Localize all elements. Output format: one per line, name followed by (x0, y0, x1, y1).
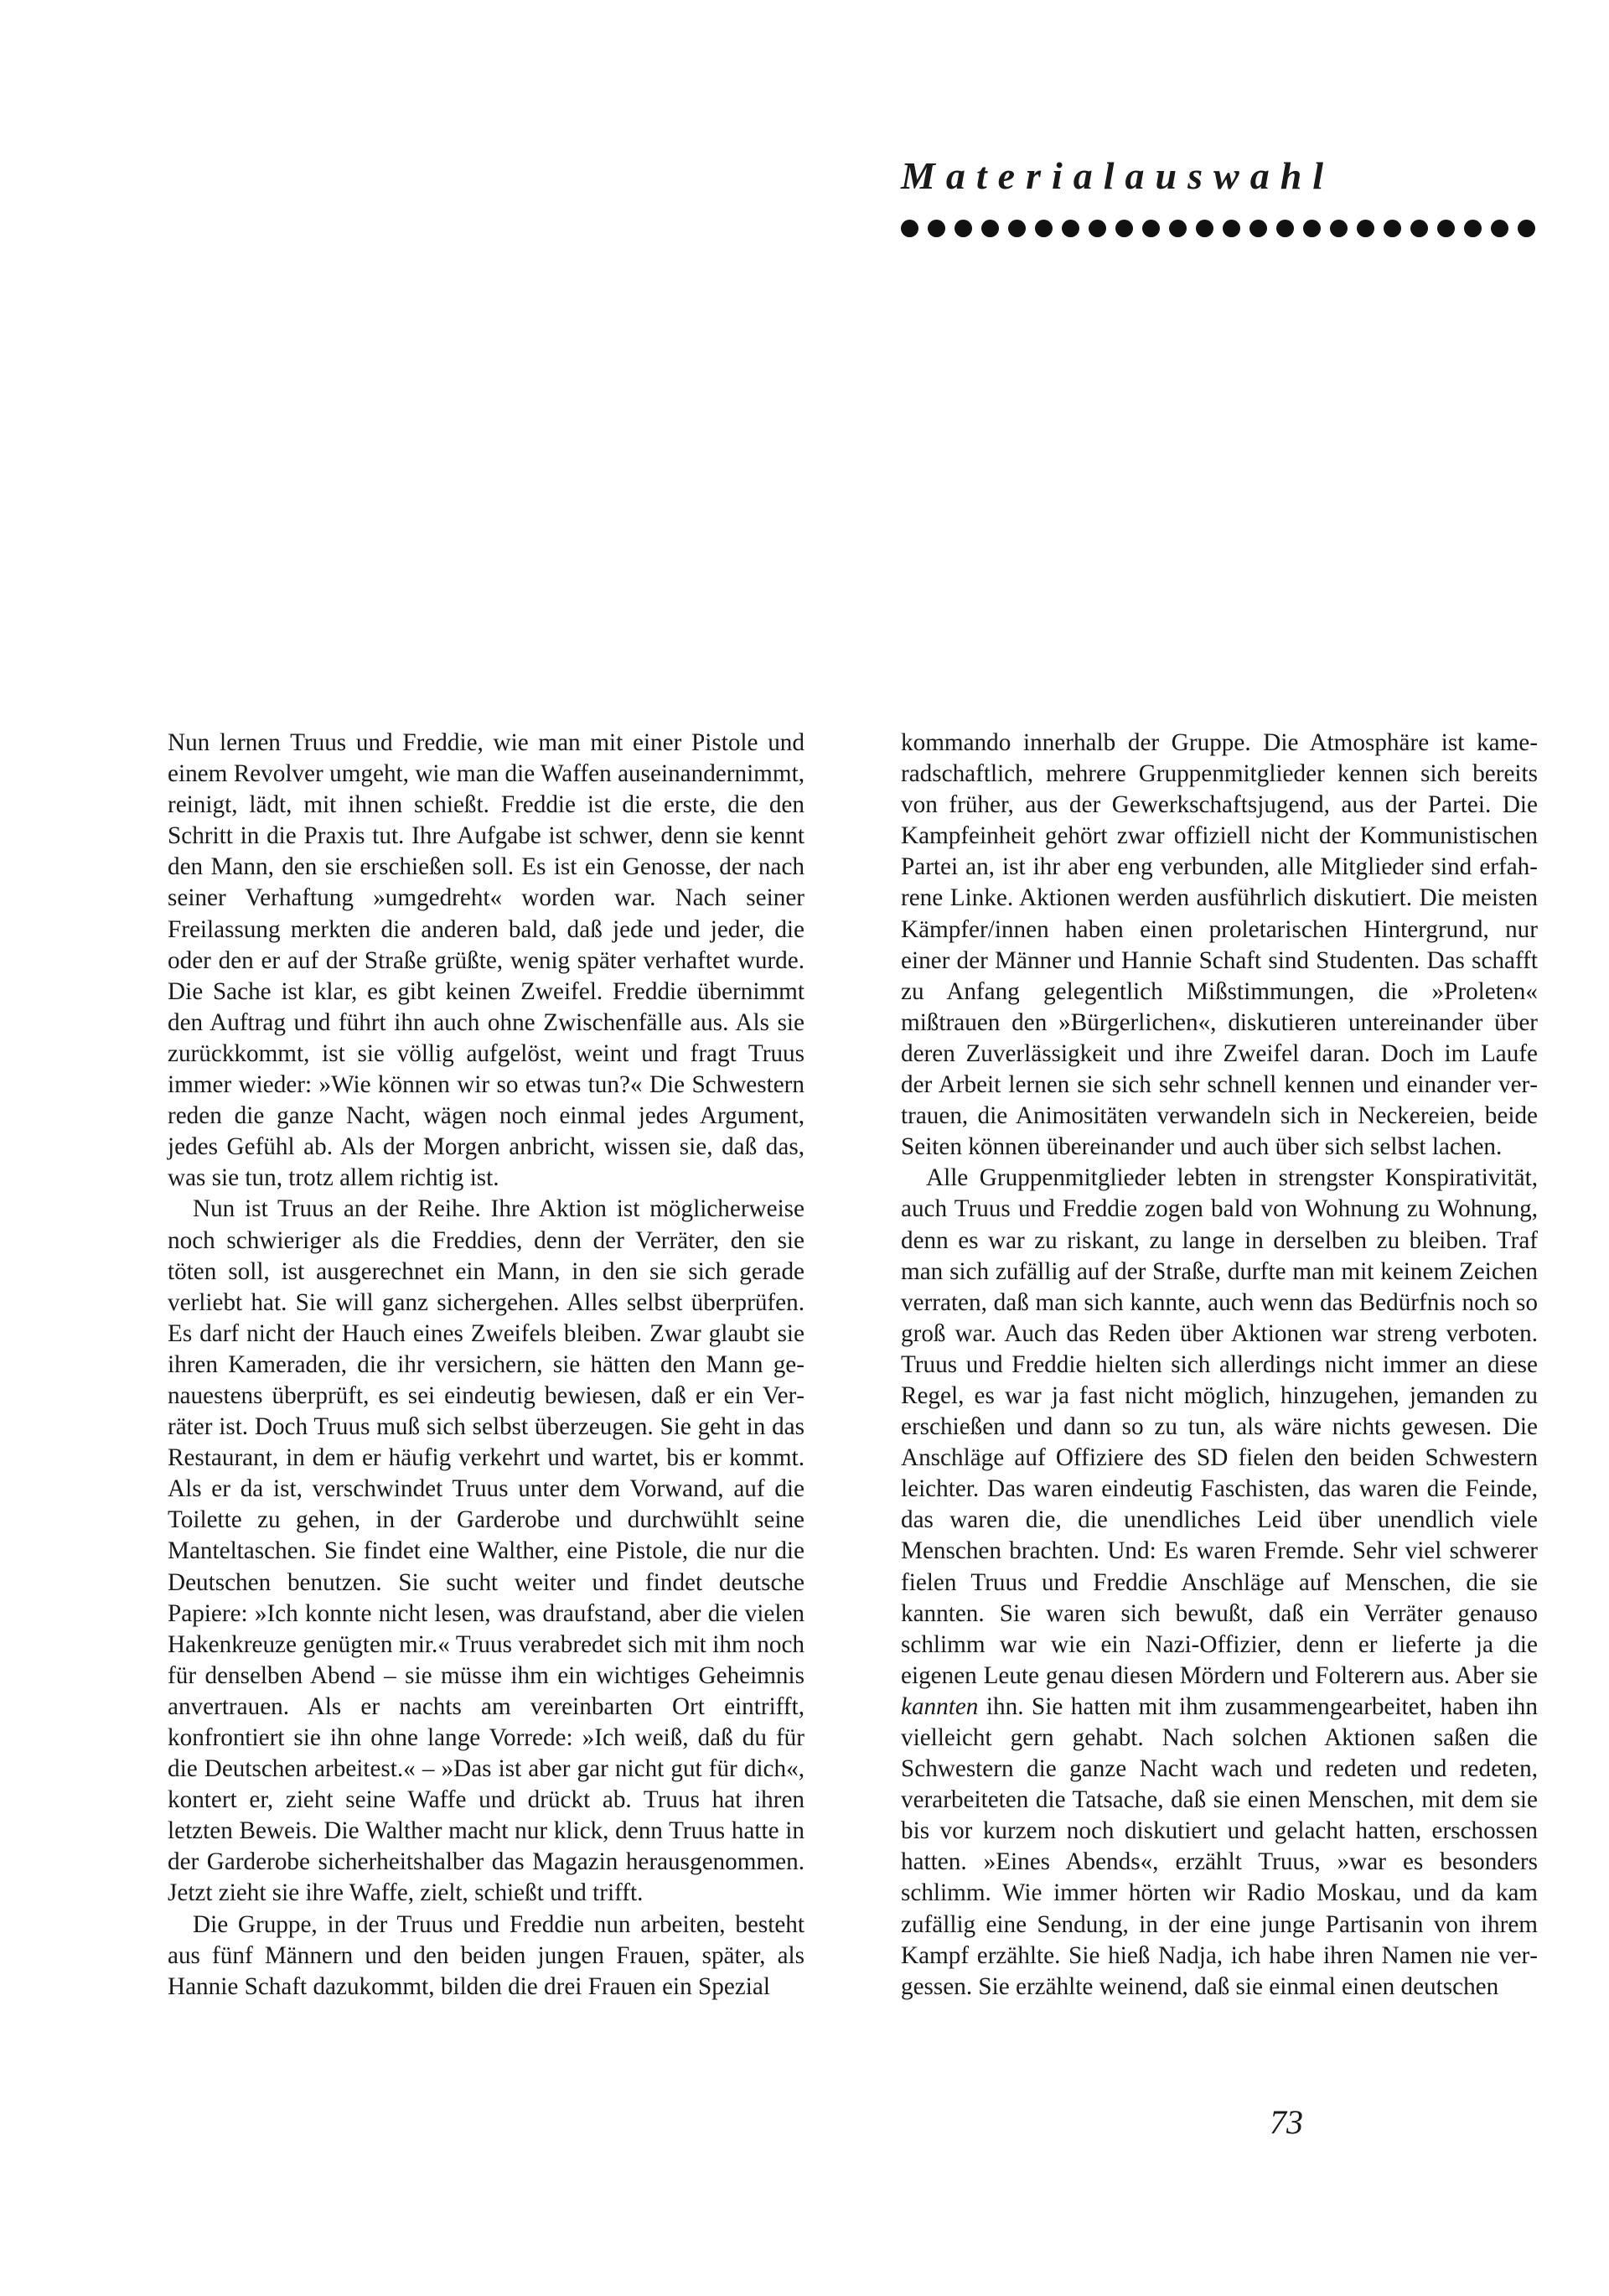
dot-icon (1223, 220, 1240, 237)
text-column-right (901, 728, 1538, 2003)
section-title: Materialauswahl (901, 154, 1335, 197)
paragraph (901, 1163, 1538, 2003)
dot-rule-divider (901, 220, 1538, 237)
dot-icon (1276, 220, 1294, 237)
emphasized-word: kannten (901, 1692, 979, 1720)
dot-icon (1464, 220, 1482, 237)
paragraph: Die Gruppe, in der Truus und Freddie nun arbeiten, besteht aus fünf Männern und den beiden jungen Frauen, später, als Hannie Schaft dazukommt, bilden die drei Frauen ein Spezial (168, 1910, 804, 2000)
dot-icon (981, 220, 999, 237)
paragraph-text: ihn. Sie hatten mit ihm zusammengearbeitet, haben ihn vielleicht gern gehabt. Nach solchen Aktionen saßen die Schwestern die ganze Nacht wach und redeten und redeten, verarbeiteten die Tatsache, daß sie einen Menschen, mit dem sie bis vor kurzem noch diskutiert und gelacht hatten, erschossen hatten. »Eines Abends«, erzählt Truus, »war es besonders schlimm. Wie immer hörten wir Radio Moskau, und da kam zufällig eine Sendung, in der eine junge Partisanin von ihrem Kampf erzählte. Sie hieß Nadja, ich habe ihren Namen nie vergessen. Sie erzählte weinend, daß sie einmal einen deutschen (901, 1692, 1538, 2000)
page-number: 73 (1270, 2103, 1303, 2141)
dot-icon (1035, 220, 1053, 237)
dot-icon (1330, 220, 1348, 237)
dot-icon (1410, 220, 1428, 237)
dot-icon (928, 220, 945, 237)
dot-icon (955, 220, 972, 237)
dot-icon (1303, 220, 1321, 237)
section-header (901, 151, 1538, 237)
dot-icon (1249, 220, 1267, 237)
text-column-left (168, 728, 804, 2003)
dot-icon (1518, 220, 1535, 237)
dot-icon (1357, 220, 1374, 237)
paragraph-text: Alle Gruppenmitglieder lebten in strengster Konspirativität, auch Truus und Freddie zogen bald von Wohnung zu Wohnung, denn es war zu riskant, zu lange in derselben zu bleiben. Traf man sich zufällig auf der Straße, durfte man mit keinem Zeichen verraten, daß man sich kannte, auch wenn das Bedürfnis noch so groß war. Auch das Reden über Aktionen war streng verboten. Truus und Freddie hielten sich allerdings nicht immer an diese Regel, es war ja fast nicht möglich, hinzugehen, jemanden zu erschießen und dann so zu tun, als wäre nichts gewesen. Die Anschläge auf Offiziere des SD fielen den beiden Schwestern leichter. Das waren eindeutig Faschisten, das waren die Feinde, das waren die, die unendliches Leid über unendlich viele Menschen brachten. Und: Es waren Fremde. Sehr viel schwerer fielen Truus und Freddie Anschläge auf Menschen, die sie kannten. Sie waren sich bewußt, daß ein Verräter genauso schlimm war wie ein Nazi-Offizier, denn er lieferte ja die eigenen Leute genau diesen Mördern und Folterern aus. Aber sie (901, 1164, 1538, 1689)
paragraph: Nun ist Truus an der Reihe. Ihre Aktion ist möglicherweise noch schwieriger als die Freddies, denn der Verräter, den sie töten soll, ist ausgerechnet ein Mann, in den sie sich gerade verliebt hat. Sie will ganz sichergehen. Alles selbst überprüfen. Es darf nicht der Hauch eines Zweifels bleiben. Zwar glaubt sie ihren Kameraden, die ihr versichern, sie hätten den Mann genauestens überprüft, es sei eindeutig bewiesen, daß er ein Verräter ist. Doch Truus muß sich selbst überzeugen. Sie geht in das Restaurant, in dem er häufig verkehrt und wartet, bis er kommt. Als er da ist, verschwindet Truus unter dem Vorwand, auf die Toilette zu gehen, in der Garderobe und durchwühlt seine Manteltaschen. Sie findet eine Walther, eine Pistole, die nur die Deutschen benutzen. Sie sucht weiter und findet deutsche Papiere: »Ich konnte nicht lesen, was draufstand, aber die vielen Hakenkreuze genügten mir.« Truus verabredet sich mit ihm noch für denselben Abend – sie müsse ihm ein wichtiges Geheimnis anvertrauen. Als er nachts am vereinbarten Ort eintrifft, konfrontiert sie ihn ohne lange Vorrede: »Ich weiß, daß du für die Deutschen arbeitest.« – »Das ist aber gar nicht gut für dich«, kontert er, zieht seine Waffe und drückt ab. Truus hat ihren letzten Beweis. Die Walther macht nur klick, denn Truus hatte in der Garderobe sicherheitshalber das Magazin herausgenommen. Jetzt zieht sie ihre Waffe, zielt, schießt und trifft. (168, 1195, 804, 1907)
paragraph: Nun lernen Truus und Freddie, wie man mit einer Pistole und einem Revolver umgeht, wie man die Waffen auseinandernimmt, reinigt, lädt, mit ihnen schießt. Freddie ist die erste, die den Schritt in die Praxis tut. Ihre Aufgabe ist schwer, denn sie kennt den Mann, den sie erschießen soll. Es ist ein Genosse, der nach seiner Verhaftung »umgedreht« worden war. Nach seiner Freilassung merkten die anderen bald, daß jede und jeder, die oder den er auf der Straße grüßte, wenig später verhaftet wurde. Die Sache ist klar, es gibt keinen Zweifel. Freddie übernimmt den Auftrag und führt ihn auch ohne Zwischenfälle aus. Als sie zurückkommt, ist sie völlig aufgelöst, weint und fragt Truus immer wieder: »Wie können wir so etwas tun?« Die Schwestern reden die ganze Nacht, wägen noch einmal jedes Argument, jedes Gefühl ab. Als der Morgen anbricht, wissen sie, daß das, was sie tun, trotz allem richtig ist. (168, 729, 804, 1192)
dot-icon (1089, 220, 1106, 237)
dot-icon (1062, 220, 1079, 237)
dot-icon (1142, 220, 1160, 237)
dot-icon (1384, 220, 1401, 237)
paragraph-continuation: kommando innerhalb der Gruppe. Die Atmosphäre ist kameradschaftlich, mehrere Gruppenmitglieder kennen sich bereits von früher, aus der Gewerkschaftsjugend, aus der Partei. Die Kampfeinheit gehört zwar offiziell nicht der Kommunistischen Partei an, ist ihr aber eng verbunden, alle Mitglieder sind erfahrene Linke. Aktionen werden ausführlich diskutiert. Die meisten Kämpfer/innen haben einen proletarischen Hintergrund, nur einer der Männer und Hannie Schaft sind Studenten. Das schafft zu Anfang gelegentlich Mißstimmungen, die »Proleten« mißtrauen den »Bürgerlichen«, diskutieren untereinander über deren Zuverlässigkeit und ihre Zweifel daran. Doch im Laufe der Arbeit lernen sie sich sehr schnell kennen und einander vertrauen, die Animositäten verwandeln sich in Neckereien, beide Seiten können übereinander und auch über sich selbst lachen. (901, 729, 1538, 1161)
dot-icon (1008, 220, 1026, 237)
dot-icon (1491, 220, 1508, 237)
dot-icon (1169, 220, 1187, 237)
dot-icon (1437, 220, 1455, 237)
dot-icon (901, 220, 918, 237)
dot-icon (1115, 220, 1133, 237)
dot-icon (1196, 220, 1213, 237)
